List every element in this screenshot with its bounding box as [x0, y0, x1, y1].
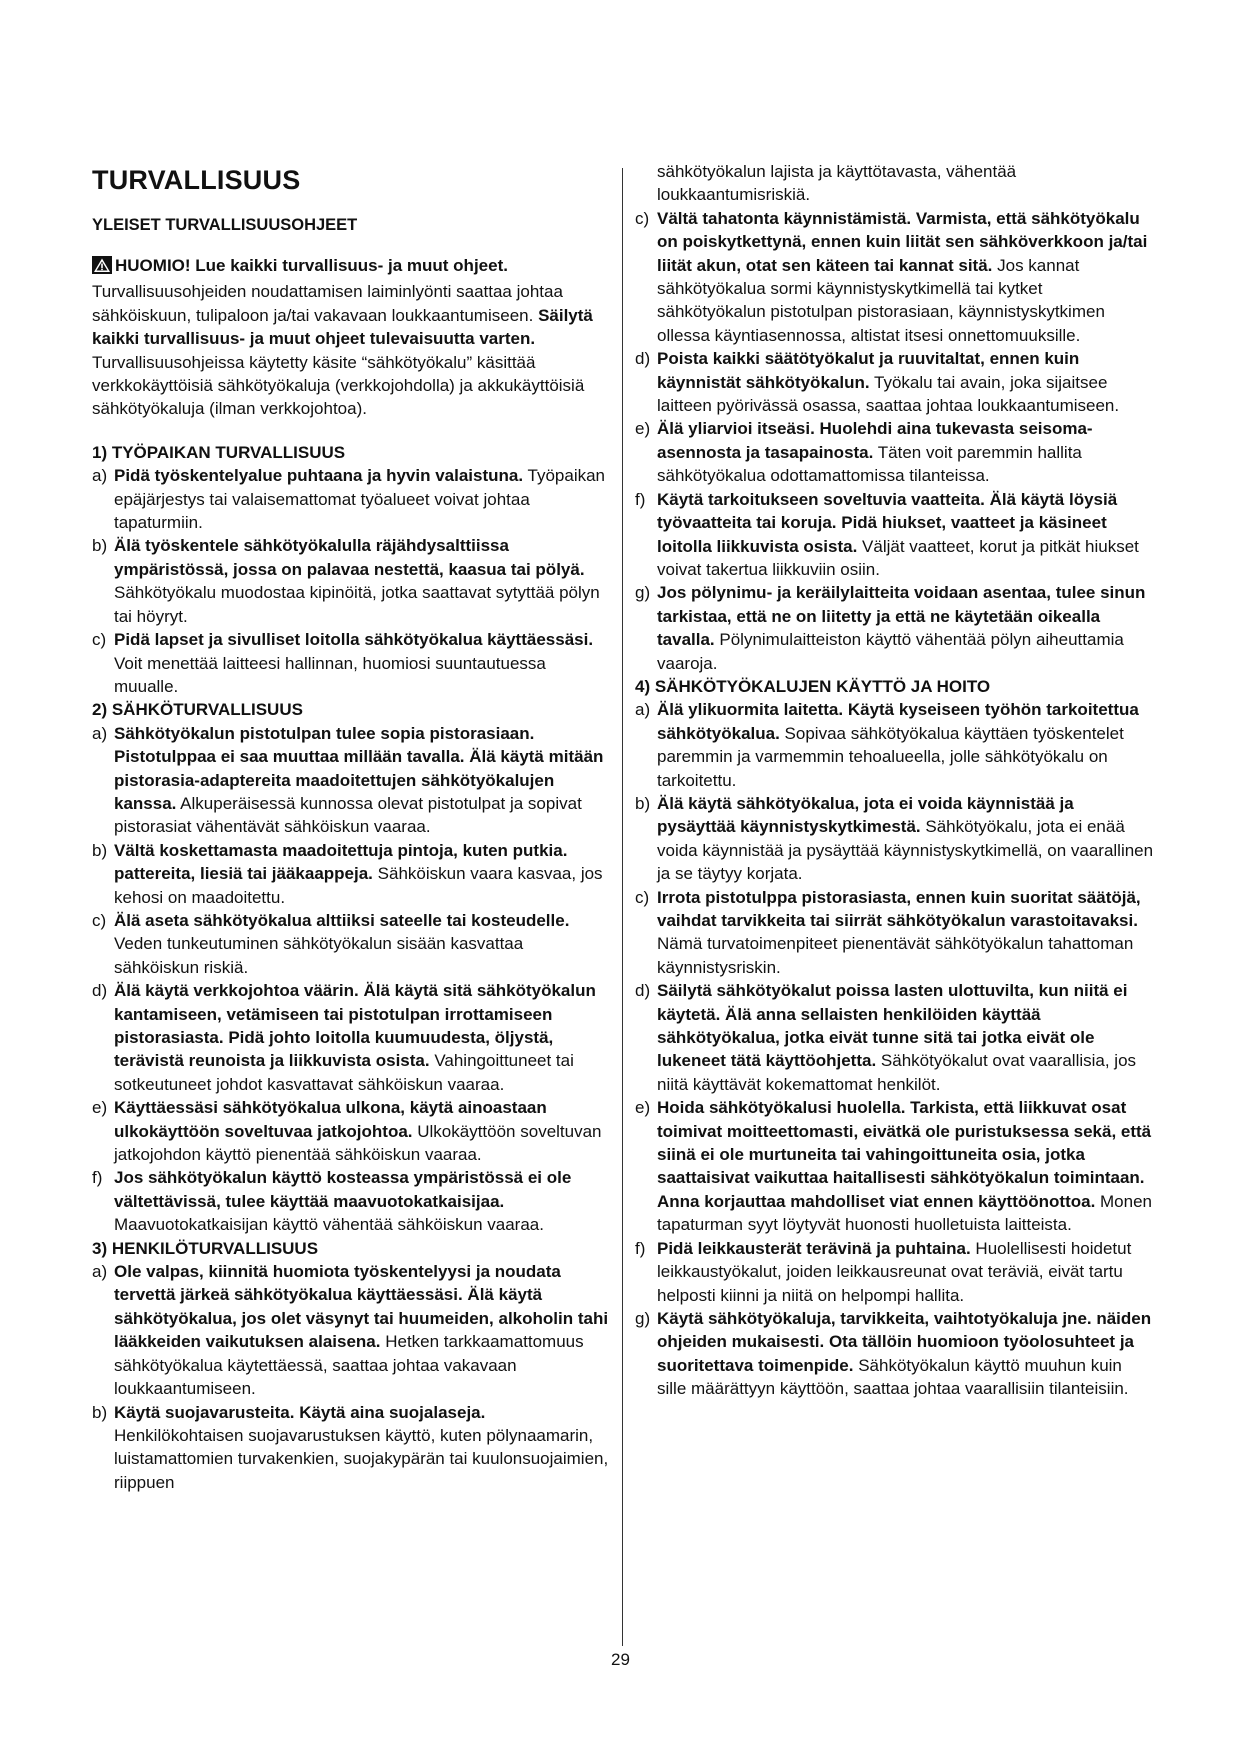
item-label: f) [635, 1238, 646, 1258]
item-label: b) [92, 536, 108, 556]
item-text: Veden tunkeutuminen sähkötyökalun sisään kasvattaa sähköiskun riskiä. [114, 934, 524, 977]
intro-warning-bold: HUOMIO! Lue kaikki turvallisuus- ja muut ohjeet. [115, 256, 508, 275]
item-text: Jos kannat sähkötyökalua sormi käynnistyskytkimellä tai kytket sähkötyökalun pistotulpan pistorasiaan, käynnistyskytkimen ollessa käyntiasennossa, altistat itsesi onnettomuuksille. [657, 255, 1105, 345]
list-item [635, 979, 1155, 1096]
list-item [92, 1166, 612, 1236]
item-text: Työkalu tai avain, joka sijaitsee laitteen pyörivässä osassa, saattaa johtaa loukkaantumiseen. [657, 372, 1120, 416]
continuation-text: sähkötyökalun lajista ja käyttötavasta, vähentää loukkaantumisriskiä. [657, 162, 1017, 205]
section-heading-4: 4) SÄHKÖTYÖKALUJEN KÄYTTÖ JA HOITO [635, 676, 991, 696]
list-item [635, 1307, 1155, 1401]
item-text: Pölynimulaitteiston käyttö vähentää pölyn aiheuttamia vaaroja. [657, 630, 1124, 673]
item-bold: Sähkötyökalun pistotulpan tulee sopia pistorasiaan. Pistotulppaa ei saa muuttaa millään tavalla. Älä käytä mitään pistorasia-adaptereita maadoitettujen sähkötyökalujen kanssa. [114, 723, 604, 813]
warning-triangle-icon [92, 256, 112, 280]
list-item [92, 464, 612, 534]
item-label: a) [92, 1262, 108, 1282]
intro-text-1: Turvallisuusohjeiden noudattamisen laiminlyönti saattaa johtaa sähköiskuun, tulipaloon ja/tai vakavaan loukkaantumiseen. [92, 282, 563, 325]
column-divider [622, 168, 623, 1646]
list-item [92, 722, 612, 839]
item-label: e) [635, 419, 651, 439]
item-bold: Jos sähkötyökalun käyttö kosteassa ympäristössä ei ole vältettävissä, tulee käyttää maavuotokatkaisijaa. [114, 1168, 572, 1211]
list-item [635, 581, 1155, 675]
item-label: f) [92, 1168, 103, 1188]
item-label: e) [92, 1098, 108, 1118]
list-item [635, 347, 1155, 417]
section-heading-1: 1) TYÖPAIKAN TURVALLISUUS [92, 442, 346, 462]
item-label: b) [92, 840, 108, 860]
item-text: Väljät vaatteet, korut ja pitkät hiukset voivat takertua liikkuviin osiin. [657, 536, 1139, 579]
list-item [635, 1237, 1155, 1307]
list-item [92, 1096, 612, 1166]
list-item [635, 488, 1155, 582]
list-item [635, 886, 1155, 980]
item-bold: Älä käytä verkkojohtoa väärin. Älä käytä sitä sähkötyökalun kantamiseen, vetämiseen tai pistotulpan irrottamiseen pistorasiasta. Pidä johto loitolla kuumuudesta, öljystä, terävistä reunoista ja liikkuvista osista. [114, 981, 596, 1071]
left-column [92, 160, 612, 1494]
list-item [635, 792, 1155, 886]
list-item [635, 207, 1155, 347]
item-bold: Hoida sähkötyökalusi huolella. Tarkista, että liikkuvat osat toimivat moitteettomasti, eivätkä ole puristuksessa sekä, että siinä ei ole murtuneita tai vahingoittuneita osia, jotka saattaisivat vaikuttaa haitallisesti sähkötyökalun toimintaan. Anna korjauttaa mahdolliset viat ennen käyttöönottoa. [657, 1098, 1152, 1211]
list-item [92, 839, 612, 909]
item-bold: Käytä sähkötyökaluja, tarvikkeita, vaihtotyökaluja jne. näiden ohjeiden mukaisesti. Ota tällöin huomioon työolosuhteet ja suoritettava toimenpide. [657, 1308, 1152, 1375]
list-item [635, 1096, 1155, 1236]
item-bold: Vältä koskettamasta maadoitettuja pintoja, kuten putkia. pattereita, liesiä tai jääkaappeja. [114, 840, 568, 884]
right-column [635, 160, 1155, 1401]
item-bold: Ole valpas, kiinnitä huomiota työskentelyysi ja noudata tervettä järkeä sähkötyökalua käyttäessäsi. Älä käytä sähkötyökalua, jos olet väsynyt tai huumeiden, alkoholin tahi lääkkeiden vaikutuksen alaisena. [114, 1262, 609, 1352]
item-label: c) [92, 630, 107, 650]
item-bold: Vältä tahatonta käynnistämistä. Varmista, että sähkötyökalu on poiskytkettynä, ennen kuin liität sen sähköverkkoon ja/tai liität akun, otat sen käteen tai kannat sitä. [657, 208, 1148, 275]
item-label: g) [635, 583, 651, 603]
list-item [635, 698, 1155, 792]
item-label: d) [635, 349, 651, 369]
item-text: Nämä turvatoimenpiteet pienentävät sähkötyökalun tahattoman käynnistysriskin. [657, 934, 1134, 977]
item-label: f) [635, 489, 646, 509]
item-label: b) [635, 793, 651, 813]
list-item [92, 1260, 612, 1400]
item-label: a) [635, 700, 651, 720]
item-label: c) [92, 910, 107, 930]
list-item [92, 534, 612, 628]
item-bold: Älä yliarvioi itseäsi. Huolehdi aina tukevasta seisoma-asennosta ja tasapainosta. [657, 419, 1093, 462]
item-text: Maavuotokatkaisijan käyttö vähentää sähköiskun vaaraa. [114, 1215, 544, 1235]
list-item [92, 628, 612, 698]
item-bold: Älä ylikuormita laitetta. Käytä kyseiseen työhön tarkoitettua sähkötyökalua. [657, 700, 1139, 743]
item-text: Henkilökohtaisen suojavarustuksen käyttö, kuten pölynaamarin, luistamattomien turvakenkien, suojakypärän tai kuulonsuojaimien, riippuen [114, 1425, 609, 1492]
page-title: TURVALLISUUS [92, 165, 301, 195]
item-text: Voit menettää laitteesi hallinnan, huomiosi suuntautuessa muualle. [114, 653, 546, 696]
item-text: Sähkötyökalu, jota ei enää voida käynnistää ja pysäyttää käynnistyskytkimellä, on vaarallinen ja se täytyy korjata. [657, 817, 1154, 884]
item-label: d) [92, 981, 108, 1001]
item-bold: Älä aseta sähkötyökalua alttiiksi sateelle tai kosteudelle. [114, 910, 570, 930]
item-text: Työpaikan epäjärjestys tai valaisemattomat työalueet voivat johtaa tapaturmiin. [114, 466, 606, 533]
item-text: Sähkötyökalu muodostaa kipinöitä, jotka saattavat sytyttää pölyn tai höyryt. [114, 583, 600, 626]
item-label: g) [635, 1308, 651, 1328]
intro-text-2: Turvallisuusohjeissa käytetty käsite “sähkötyökalu” käsittää verkkokäyttöisiä sähkötyökaluja (verkkojohdolla) ja akkukäyttöisiä sähkötyökaluja (ilman verkkojohtoa). [92, 352, 585, 419]
item-text: Ulkokäyttöön soveltuvan jatkojohdon käyttö pienentää sähköiskun vaaraa. [114, 1121, 602, 1165]
item-text: Vahingoittuneet tai sotkeutuneet johdot kasvattavat sähköiskun vaaraa. [114, 1051, 574, 1094]
intro-bold-2: Säilytä kaikki turvallisuus- ja muut ohjeet tulevaisuutta varten. [92, 305, 593, 349]
item-bold: Pidä leikkausterät terävinä ja puhtaina. [657, 1238, 971, 1258]
item-text: Sähkötyökalut ovat vaarallisia, jos niitä käyttävät kokemattomat henkilöt. [657, 1051, 1137, 1094]
item-bold: Säilytä sähkötyökalut poissa lasten ulottuvilta, kun niitä ei käytetä. Älä anna sellaisten henkilöiden käyttää sähkötyökalua, jotka eivät tunne sitä tai jotka eivät ole lukeneet tätä käyttöohjetta. [657, 981, 1128, 1071]
section-heading-3: 3) HENKILÖTURVALLISUUS [92, 1238, 319, 1258]
item-bold: Käyttäessäsi sähkötyökalua ulkona, käytä ainoastaan ulkokäyttöön soveltuvaa jatkojohtoa. [114, 1098, 547, 1141]
item-text: Monen tapaturman syyt löytyvät huonosti huolletuista laitteista. [657, 1191, 1152, 1235]
subtitle: YLEISET TURVALLISUUSOHJEET [92, 216, 358, 234]
item-bold: Jos pölynimu- ja keräilylaitteita voidaan asentaa, tulee sinun tarkistaa, että ne on liitetty ja että ne käytetään oikealla tavalla. [657, 583, 1146, 650]
item-bold: Älä käytä sähkötyökalua, jota ei voida käynnistää ja pysäyttää käynnistyskytkimestä. [657, 793, 1074, 837]
item-bold: Käytä tarkoitukseen soveltuvia vaatteita. Älä käytä löysiä työvaatteita tai koruja. Pidä hiukset, vaatteet ja käsineet loitolla liikkuvista osista. [657, 489, 1118, 556]
item-bold: Pidä lapset ja sivulliset loitolla sähkötyökalua käyttäessäsi. [114, 630, 594, 650]
item-label: a) [92, 466, 108, 486]
page-number: 29 [611, 1650, 630, 1669]
item-label: d) [635, 981, 651, 1001]
item-text: Huolellisesti hoidetut leikkaustyökalut, joiden leikkausreunat ovat teräviä, eivät tartu helposti kiinni ja niitä on helpompi hallita. [657, 1238, 1132, 1305]
section-heading-2: 2) SÄHKÖTURVALLISUUS [92, 700, 303, 720]
item-bold: Älä työskentele sähkötyökalulla räjähdysalttiissa ympäristössä, jossa on palavaa nestettä, kaasua tai pölyä. [114, 536, 585, 579]
item-text: Täten voit paremmin hallita sähkötyökalua odottamattomissa tilanteissa. [657, 442, 1082, 486]
item-text: Sopivaa sähkötyökalua käyttäen työskentelet paremmin ja varmemmin tehoalueella, jolle sähkötyökalu on tarkoitettu. [657, 723, 1124, 790]
item-bold: Irrota pistotulppa pistorasiasta, ennen kuin suoritat säätöjä, vaihdat tarvikkeita tai siirrät sähkötyökalun varastoitavaksi. [657, 887, 1141, 930]
item-bold: Poista kaikki säätötyökalut ja ruuvitaltat, ennen kuin käynnistät sähkötyökalun. [657, 349, 1080, 392]
item-bold: Pidä työskentelyalue puhtaana ja hyvin valaistuna. [114, 466, 524, 486]
item-text: Hetken tarkkaamattomuus sähkötyökalua käytettäessä, saattaa johtaa vakavaan loukkaantumiseen. [114, 1332, 584, 1399]
list-item [92, 909, 612, 979]
list-item [92, 979, 612, 1096]
item-label: c) [635, 887, 650, 907]
item-bold: Käytä suojavarusteita. Käytä aina suojalaseja. [114, 1402, 486, 1422]
item-text: Alkuperäisessä kunnossa olevat pistotulpat ja sopivat pistorasiat vähentävät sähköiskun vaaraa. [114, 793, 582, 837]
item-label: a) [92, 723, 108, 743]
list-item [92, 1401, 612, 1495]
item-text: Sähkötyökalun käyttö muuhun kuin sille määrättyyn käyttöön, saattaa johtaa vaarallisiin tilanteisiin. [657, 1355, 1129, 1399]
item-label: e) [635, 1098, 651, 1118]
list-item [635, 417, 1155, 487]
item-label: b) [92, 1402, 108, 1422]
item-label: c) [635, 208, 650, 228]
intro-paragraph [92, 254, 612, 421]
item-text: Sähköiskun vaara kasvaa, jos kehosi on maadoitettu. [114, 864, 603, 907]
